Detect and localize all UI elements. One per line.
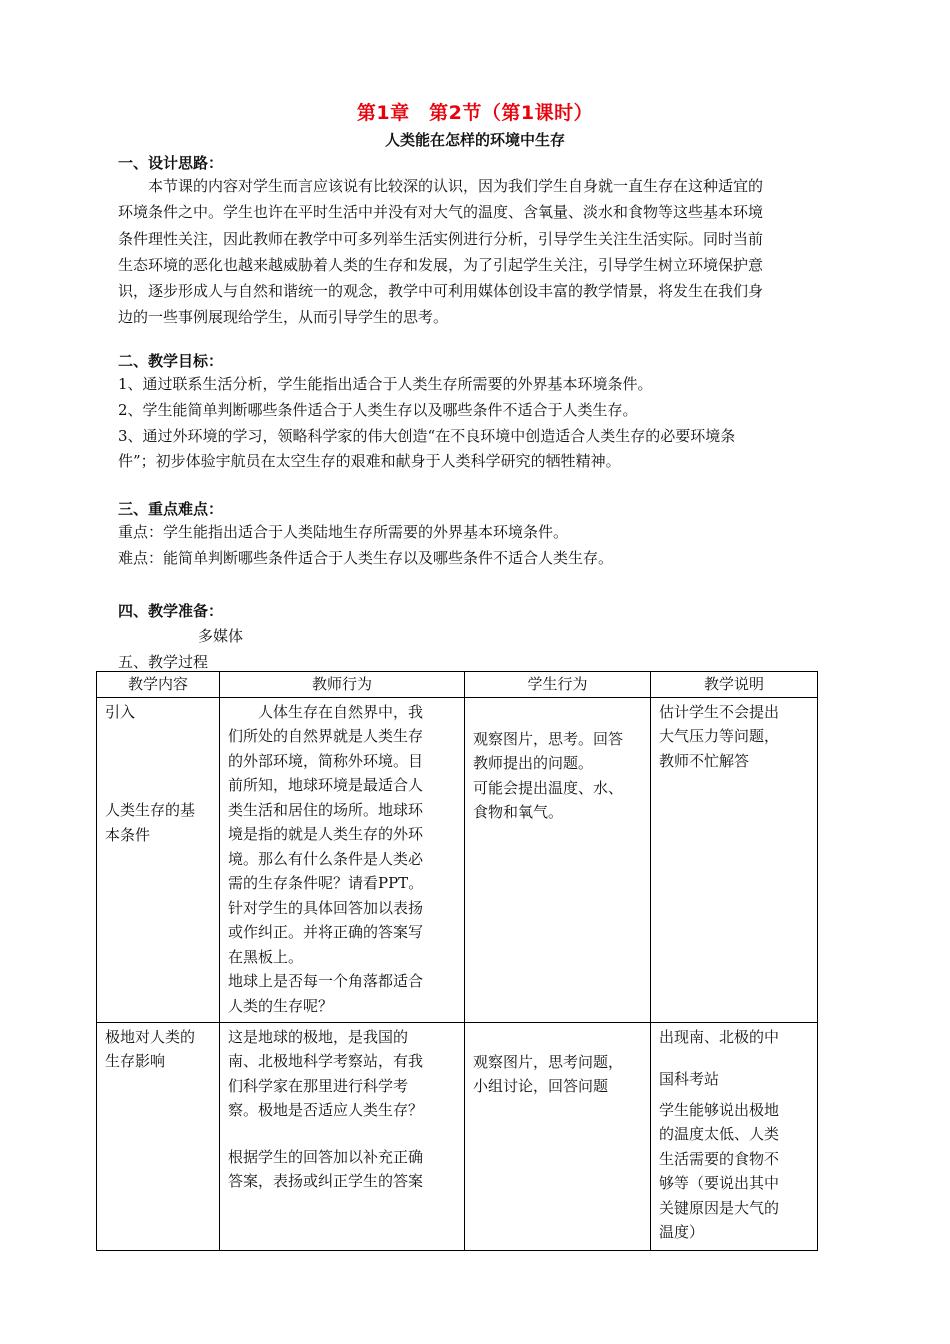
student-line: 食物和氧气。 xyxy=(473,803,564,821)
table-cell-note xyxy=(651,1022,818,1250)
note-line: 大气压力等问题， xyxy=(659,727,780,745)
table-cell-student xyxy=(465,1022,651,1250)
teacher-line: 前所知，地球环境是最适合人 xyxy=(228,776,424,794)
table-cell-note xyxy=(651,697,818,1022)
student-line: 可能会提出温度、水、 xyxy=(473,778,624,797)
section-heading-process: 五、教学过程 xyxy=(118,653,209,671)
preparation-media: 多媒体 xyxy=(198,627,244,645)
column-header: 教师行为 xyxy=(220,672,465,698)
design-line: 本节课的内容对学生而言应该说有比较深的认识，因为我们学生自身就一直生存在这种适宜的 xyxy=(148,177,764,195)
teacher-line: 或作纠正。并将正确的答案写 xyxy=(228,923,424,941)
table-cell-student xyxy=(465,697,651,1022)
table-cell-teacher xyxy=(220,697,465,1022)
teacher-line: 人体生存在自然界中，我 xyxy=(228,702,424,721)
teacher-line: 察。极地是否适应人类生存？ xyxy=(228,1101,424,1119)
note-line: 够等（要说出其中 xyxy=(659,1174,780,1192)
student-line: 教师提出的问题。 xyxy=(473,754,594,772)
student-line: 观察图片，思考。回答 xyxy=(473,729,624,748)
teacher-line: 根据学生的回答加以补充正确 xyxy=(228,1147,424,1166)
key-point: 重点：学生能指出适合于人类陆地生存所需要的外界基本环境条件。 xyxy=(118,523,569,541)
student-line: 观察图片，思考问题， xyxy=(473,1052,624,1071)
teacher-line: 人类的生存呢？ xyxy=(228,996,334,1015)
note-line: 国科考站 xyxy=(659,1070,720,1088)
table-row xyxy=(97,697,818,1022)
teacher-line: 针对学生的具体回答加以表扬 xyxy=(228,898,424,917)
note-line: 学生能够说出极地 xyxy=(659,1100,780,1119)
document-subtitle: 人类能在怎样的环境中生存 xyxy=(384,131,565,149)
student-line: 小组讨论，回答问题 xyxy=(473,1077,609,1095)
teacher-line: 类生活和居住的场所。地球环 xyxy=(228,800,424,819)
teacher-line: 们科学家在那里进行科学考 xyxy=(228,1076,409,1095)
teacher-line: 的外部环境，简称外环境。目 xyxy=(228,751,424,770)
teacher-line: 们所处的自然界就是人类生存 xyxy=(228,727,424,745)
note-line: 教师不忙解答 xyxy=(659,751,750,770)
section-heading-key-points: 三、重点难点： xyxy=(118,500,224,518)
design-line: 边的一些事例展现给学生，从而引导学生的思考。 xyxy=(118,308,449,327)
teacher-line: 答案，表扬或纠正学生的答案 xyxy=(228,1172,424,1190)
section-heading-objectives: 二、教学目标： xyxy=(118,352,224,370)
teacher-line: 这是地球的极地，是我国的 xyxy=(228,1027,409,1046)
table-row xyxy=(97,1022,818,1250)
objective-item: 1、通过联系生活分析，学生能指出适合于人类生存所需要的外界基本环境条件。 xyxy=(118,375,653,393)
design-line: 条件理性关注，因此教师在教学中可多列举生活实例进行分析，引导学生关注生活实际。同时当前 xyxy=(118,229,764,248)
note-line: 生活需要的食物不 xyxy=(659,1149,780,1168)
teaching-process-table xyxy=(96,671,818,1251)
difficult-point: 难点：能简单判断哪些条件适合于人类生存以及哪些条件不适合人类生存。 xyxy=(118,549,614,567)
note-line: 出现南、北极的中 xyxy=(659,1027,780,1046)
teacher-line: 需的生存条件呢？请看PPT。 xyxy=(228,874,424,892)
design-paragraph xyxy=(118,173,838,331)
column-header: 学生行为 xyxy=(465,672,651,698)
objective-item: 3、通过外环境的学习，领略科学家的伟大创造“在不良环境中创造适合人类生存的必要环境条 xyxy=(118,427,736,445)
note-line: 估计学生不会提出 xyxy=(659,702,780,721)
content-label: 生存影响 xyxy=(105,1052,166,1070)
document-title: 第1章 第2节（第1课时） xyxy=(356,102,594,124)
teacher-line: 在黑板上。 xyxy=(228,947,304,966)
table-cell-content xyxy=(97,697,220,1022)
design-line: 生态环境的恶化也越来越威胁着人类的生存和发展，为了引起学生关注，引导学生树立环境保护意 xyxy=(118,255,764,274)
section-heading-design: 一、设计思路： xyxy=(118,154,224,172)
section-heading-preparation: 四、教学准备： xyxy=(118,602,224,620)
teacher-line: 南、北极地科学考察站，有我 xyxy=(228,1052,424,1070)
column-header: 教学说明 xyxy=(651,672,818,698)
teacher-line: 地球上是否每一个角落都适合 xyxy=(228,972,424,990)
column-header: 教学内容 xyxy=(97,672,220,698)
note-line: 关键原因是大气的 xyxy=(659,1198,780,1217)
table-header-row xyxy=(97,672,818,698)
table-cell-content xyxy=(97,1022,220,1250)
teacher-line: 境。那么有什么条件是人类必 xyxy=(228,849,424,868)
teacher-line: 境是指的就是人类生存的外环 xyxy=(228,825,424,843)
objective-item: 件”；初步体验宇航员在太空生存的艰难和献身于人类科学研究的牺牲精神。 xyxy=(118,452,621,470)
design-line: 识，逐步形成人与自然和谐统一的观念，教学中可利用媒体创设丰富的教学情景，将发生在我们身 xyxy=(118,282,764,301)
table-cell-teacher xyxy=(220,1022,465,1250)
design-line: 环境条件之中。学生也许在平时生活中并没有对大气的温度、含氧量、淡水和食物等这些基本环境 xyxy=(118,203,764,222)
content-label: 人类生存的基 xyxy=(105,801,196,819)
note-line: 的温度太低、人类 xyxy=(659,1125,780,1143)
objective-item: 2、学生能简单判断哪些条件适合于人类生存以及哪些条件不适合于人类生存。 xyxy=(118,401,638,419)
content-label: 本条件 xyxy=(105,825,151,844)
content-label: 极地对人类的 xyxy=(105,1027,196,1046)
note-line: 温度） xyxy=(659,1223,705,1241)
content-label: 引入 xyxy=(105,702,136,721)
